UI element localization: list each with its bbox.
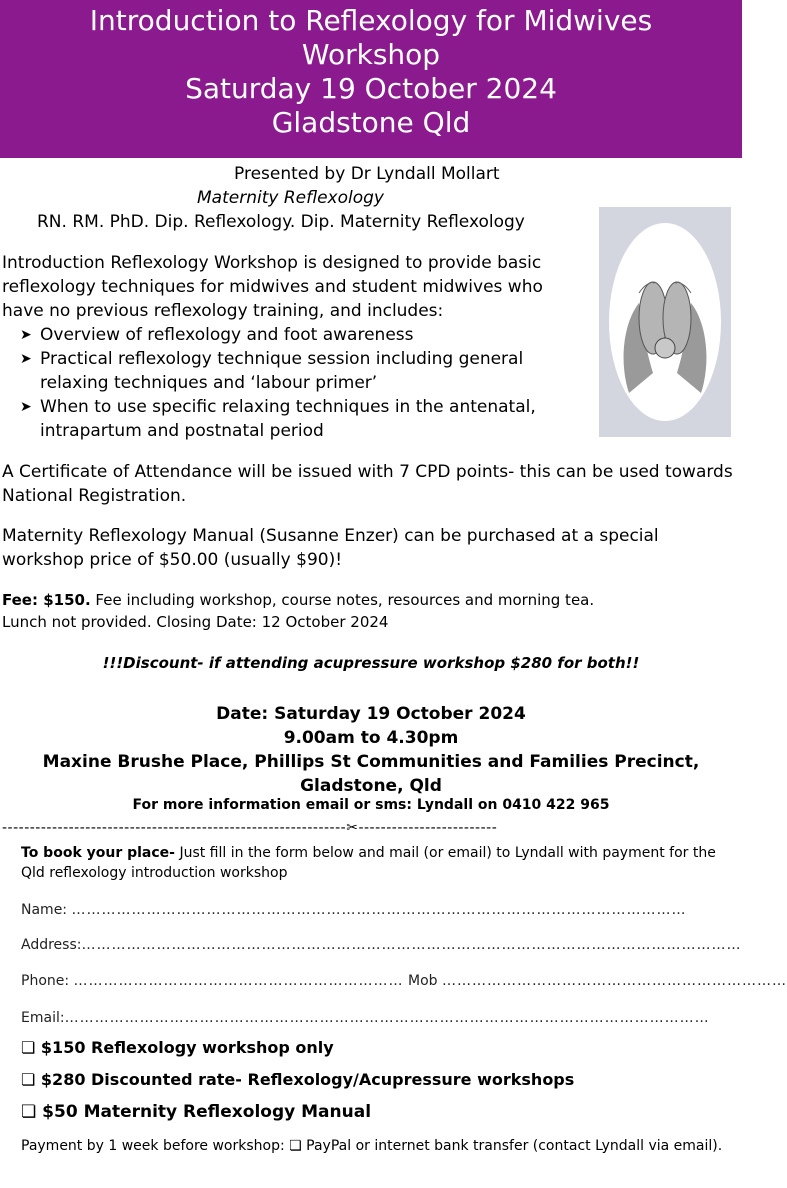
arrow-bullet-icon: ➤	[20, 327, 32, 343]
topics-list	[2, 323, 572, 443]
scissors-icon: ✂	[346, 820, 359, 836]
presenter-name: Presented by Dr Lyndall Mollart	[234, 164, 500, 184]
intro-section	[2, 251, 572, 443]
manual-text: Maternity Reflexology Manual (Susanne Enzer) can be purchased at a special workshop price of $50.00 (usually $90)!	[2, 526, 659, 570]
booking-text: Just fill in the form below and mail (or email) to Lyndall with payment for the Qld reflexology introduction workshop	[21, 845, 716, 881]
image-oval-frame	[609, 223, 721, 421]
email-field[interactable]: Email:…………………………………………………………………………………………………………………	[21, 1010, 710, 1026]
discount-text: !!!Discount- if attending acupressure workshop $280 for both!!	[102, 654, 640, 672]
event-time: 9.00am to 4.30pm	[283, 728, 459, 748]
header-banner	[0, 0, 742, 158]
booking-label: To book your place-	[21, 845, 175, 861]
event-city: Gladstone, Qld	[300, 776, 442, 796]
presenter-org: Maternity Reflexology	[197, 188, 384, 208]
phone-field[interactable]: Phone: ………………………………………………………… Mob ……………………………………………………………	[21, 973, 787, 989]
name-label: Name:	[21, 902, 72, 918]
fee-line-2: Lunch not provided. Closing Date: 12 October 2024	[2, 613, 389, 631]
payment-info	[21, 1136, 733, 1156]
mob-label: Mob	[403, 973, 442, 989]
checkbox-icon[interactable]: ❏	[21, 1070, 36, 1089]
phone-label: Phone:	[21, 973, 74, 989]
list-item: ➤ When to use specific relaxing techniques in the antenatal, intrapartum and postnatal period	[20, 397, 536, 441]
cut-line: --------------------------------------------------------------✂-------------------------	[2, 820, 498, 836]
arrow-bullet-icon: ➤	[20, 399, 32, 415]
event-venue: Maxine Brushe Place, Phillips St Communities and Families Precinct,	[42, 752, 700, 772]
certificate-text: A Certificate of Attendance will be issued with 7 CPD points- this can be used towards National Registration.	[2, 462, 733, 506]
payment-text: Payment by 1 week before workshop:	[21, 1138, 290, 1154]
address-label: Address:	[21, 937, 82, 953]
title-line-1: Introduction to Reflexology for Midwives	[89, 4, 653, 37]
payment-option: PayPal or internet bank transfer (contact Lyndall via email).	[306, 1138, 723, 1154]
fee-label: Fee: $150.	[2, 591, 91, 609]
checkbox-icon[interactable]: ❏	[21, 1102, 37, 1122]
list-item: ➤ Practical reflexology technique session including general relaxing techniques and ‘labour primer’	[20, 349, 524, 393]
event-date: Date: Saturday 19 October 2024	[216, 704, 526, 724]
arrow-bullet-icon: ➤	[20, 351, 32, 367]
title-line-2: Workshop	[301, 38, 441, 71]
option-workshop-only[interactable]: ❏ $150 Reflexology workshop only	[21, 1038, 334, 1057]
title-line-4: Gladstone Qld	[271, 106, 471, 139]
booking-intro	[21, 843, 733, 883]
fee-block	[2, 589, 737, 633]
list-item: ➤ Overview of reflexology and foot awareness	[20, 325, 414, 345]
address-field[interactable]: Address:……………………………………………………………………………………………………………………	[21, 937, 742, 953]
fee-text: Fee including workshop, course notes, resources and morning tea.	[90, 591, 595, 609]
contact-info: For more information email or sms: Lyndall on 0410 422 965	[132, 797, 610, 813]
checkbox-icon[interactable]: ❏	[289, 1138, 302, 1154]
option-manual[interactable]: ❏ $50 Maternity Reflexology Manual	[21, 1102, 372, 1122]
name-field[interactable]: Name: ……………………………………………………………………………………………………………	[21, 902, 687, 918]
intro-text: Introduction Reflexology Workshop is designed to provide basic reflexology techniques for midwives and student midwives who have no previous reflexology training, and includes:	[2, 253, 543, 321]
hands-feet-image	[599, 207, 731, 437]
checkbox-icon[interactable]: ❏	[21, 1038, 36, 1057]
presenter-credentials: RN. RM. PhD. Dip. Reflexology. Dip. Maternity Reflexology	[37, 212, 525, 232]
title-line-3: Saturday 19 October 2024	[185, 72, 557, 105]
option-discounted-rate[interactable]: ❏ $280 Discounted rate- Reflexology/Acupressure workshops	[21, 1070, 575, 1089]
hands-feet-illustration	[609, 223, 721, 421]
event-details	[0, 702, 742, 798]
email-label: Email:	[21, 1010, 65, 1026]
